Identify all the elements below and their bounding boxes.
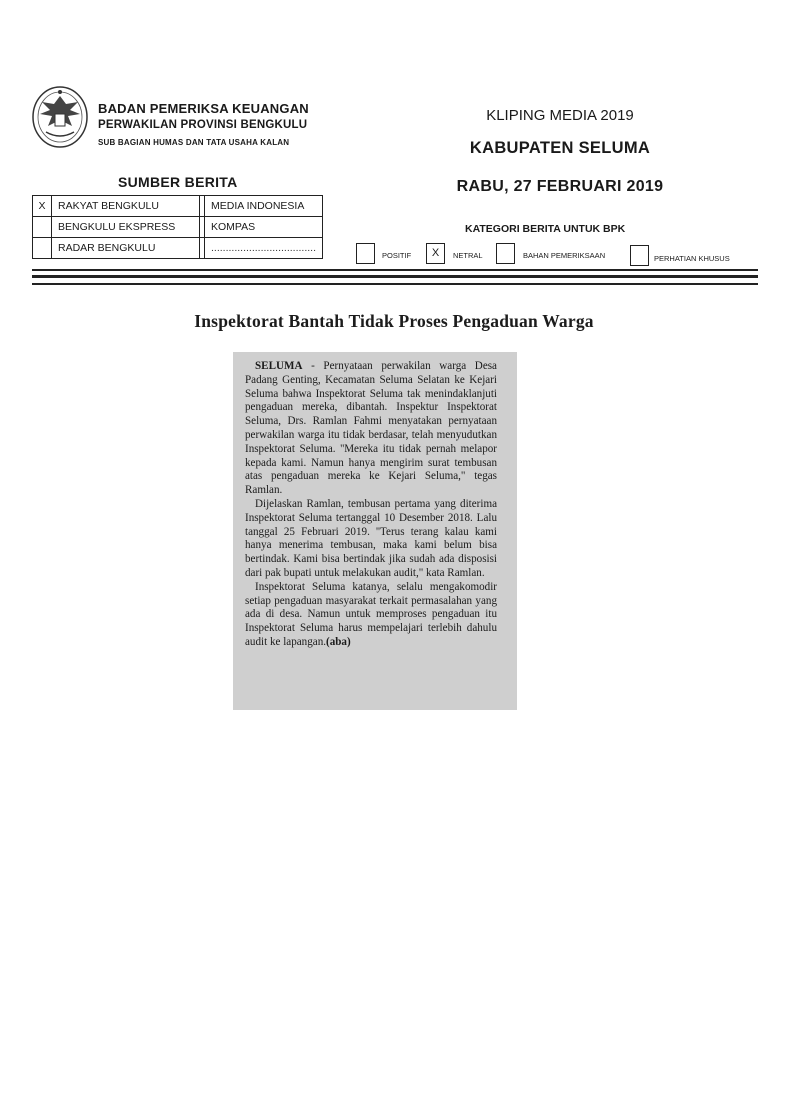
category-khusus-label: PERHATIAN KHUSUS bbox=[654, 254, 730, 263]
source-row bbox=[33, 196, 323, 217]
article-paragraph bbox=[245, 360, 497, 498]
article-text: - Pernyataan perwakilan warga Desa Padang Genting, Kecamatan Seluma Selatan ke Kejari Seluma bahwa Inspektorat Seluma tak menindaklanjuti pengaduan mereka, dibantah. Inspektur Inspektorat Seluma, Drs. Ramlan Fahmi menyatakan pernyataan perwakilan warga itu tidak berdasar, telah menyudutkan Inspektorat Seluma. ''Mereka itu tidak pernah melapor kepada kami. Namun hanya mengirim surat tembusan atas pengaduan mereka ke Kejari Seluma," tegas Ramlan. bbox=[245, 360, 497, 497]
category-title: KATEGORI BERITA UNTUK BPK bbox=[465, 223, 626, 235]
source-mark: X bbox=[33, 196, 52, 217]
category-netral-label: NETRAL bbox=[453, 251, 483, 260]
header-divider bbox=[32, 275, 758, 278]
org-branch: PERWAKILAN PROVINSI BENGKULU bbox=[98, 119, 308, 131]
source-mark bbox=[33, 238, 52, 259]
category-bahan-checkbox[interactable] bbox=[496, 243, 515, 264]
sources-title: SUMBER BERITA bbox=[118, 174, 238, 190]
source-name: BENGKULU EKSPRESS bbox=[52, 217, 200, 238]
org-name: BADAN PEMERIKSA KEUANGAN bbox=[98, 101, 309, 116]
category-khusus-checkbox[interactable] bbox=[630, 245, 649, 266]
sources-table bbox=[32, 195, 323, 259]
header-divider bbox=[32, 283, 758, 285]
article-byline: (aba) bbox=[326, 635, 351, 648]
article-paragraph bbox=[245, 581, 497, 650]
source-row bbox=[33, 217, 323, 238]
article-clipping bbox=[233, 352, 517, 710]
source-row bbox=[33, 238, 323, 259]
category-netral-checkbox[interactable]: X bbox=[426, 243, 445, 264]
source-name: RADAR BENGKULU bbox=[52, 238, 200, 259]
kliping-title: KLIPING MEDIA 2019 bbox=[486, 107, 634, 124]
date-title: RABU, 27 FEBRUARI 2019 bbox=[456, 178, 664, 195]
header-divider bbox=[32, 269, 758, 271]
article-headline: Inspektorat Bantah Tidak Proses Pengaduan Warga bbox=[194, 311, 594, 331]
org-subdivision: SUB BAGIAN HUMAS DAN TATA USAHA KALAN bbox=[98, 138, 290, 147]
source-name: KOMPAS bbox=[205, 217, 323, 238]
article-body bbox=[245, 360, 497, 650]
category-bahan-label: BAHAN PEMERIKSAAN bbox=[523, 251, 606, 260]
article-text: Inspektorat Seluma katanya, selalu mengakomodir setiap pengaduan masyarakat terkait permasalahan yang ada di desa. Namun untuk memproses pengaduan itu Inspektorat Seluma harus mempelajari terlebih dahulu audit ke lapangan. bbox=[245, 580, 497, 648]
article-paragraph: Dijelaskan Ramlan, tembusan pertama yang diterima Inspektorat Seluma tertanggal 10 Desember 2018. Lalu tanggal 25 Februari 2019. ''Terus terang kalau kami hanya menerima tembusan, maka kami belum bisa bertindak. Kami bisa bertindak jika sudah ada disposisi dari pak bupati untuk melakukan audit," kata Ramlan. bbox=[245, 497, 497, 579]
region-title: KABUPATEN SELUMA bbox=[469, 139, 651, 157]
source-name: .................................... bbox=[205, 238, 323, 259]
article-dateline: SELUMA bbox=[255, 360, 303, 372]
source-name: RAKYAT BENGKULU bbox=[52, 196, 200, 217]
category-positif-label: POSITIF bbox=[382, 251, 412, 260]
source-mark bbox=[33, 217, 52, 238]
source-name: MEDIA INDONESIA bbox=[205, 196, 323, 217]
category-positif-checkbox[interactable] bbox=[356, 243, 375, 264]
bpk-emblem-icon bbox=[30, 84, 90, 150]
